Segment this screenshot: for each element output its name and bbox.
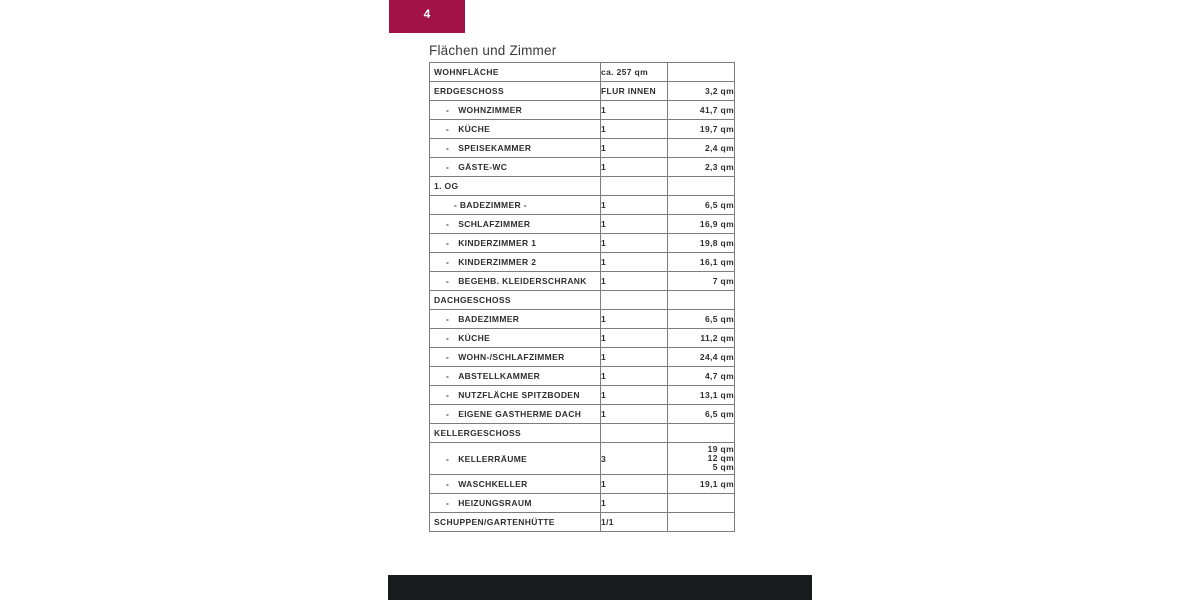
room-cell: [430, 101, 601, 120]
room-name: GÄSTE-WC: [458, 162, 508, 172]
room-name: WOHNZIMMER: [458, 105, 523, 115]
room-name: BADEZIMMER: [458, 314, 520, 324]
room-name: KINDERZIMMER 2: [458, 257, 537, 267]
room-name: KÜCHE: [458, 124, 491, 134]
table-row: [430, 291, 735, 310]
room-name: BEGEHB. KLEIDERSCHRANK: [458, 276, 587, 286]
table-row: [430, 329, 735, 348]
area-cell: 2,3 qm: [668, 158, 735, 177]
area-cell: 13,1 qm: [668, 386, 735, 405]
room-name: KINDERZIMMER 1: [458, 238, 537, 248]
count-cell: 1: [601, 253, 668, 272]
room-cell: [430, 494, 601, 513]
area-cell: [668, 177, 735, 196]
table-row: [430, 424, 735, 443]
table-row: [430, 120, 735, 139]
room-cell: [430, 348, 601, 367]
room-dash: -: [446, 257, 450, 267]
section-cell: SCHUPPEN/GARTENHÜTTE: [430, 513, 601, 532]
room-dash: -: [446, 371, 450, 381]
table-row: [430, 177, 735, 196]
room-cell: [430, 443, 601, 475]
room-dash: -: [446, 314, 450, 324]
count-cell: 1: [601, 158, 668, 177]
room-cell: [430, 234, 601, 253]
table-row: [430, 234, 735, 253]
room-dash: -: [446, 238, 450, 248]
room-name: WOHN-/SCHLAFZIMMER: [458, 352, 565, 362]
section-cell: 1. OG: [430, 177, 601, 196]
room-cell: - BADEZIMMER -: [430, 196, 601, 215]
table-row: [430, 367, 735, 386]
count-cell: [601, 291, 668, 310]
count-cell: 1: [601, 101, 668, 120]
table-row: [430, 82, 735, 101]
table-row: [430, 63, 735, 82]
area-cell: 19,7 qm: [668, 120, 735, 139]
count-cell: 1: [601, 310, 668, 329]
room-cell: [430, 386, 601, 405]
room-name: EIGENE GASTHERME DACH: [458, 409, 582, 419]
room-cell: [430, 272, 601, 291]
table-row: [430, 139, 735, 158]
area-cell: 41,7 qm: [668, 101, 735, 120]
room-dash: -: [446, 498, 450, 508]
room-dash: -: [446, 409, 450, 419]
count-cell: [601, 424, 668, 443]
area-table: [429, 62, 735, 532]
count-cell: 1: [601, 475, 668, 494]
room-cell: [430, 475, 601, 494]
room-cell: [430, 310, 601, 329]
room-name: ABSTELLKAMMER: [458, 371, 541, 381]
room-name: SPEISEKAMMER: [458, 143, 532, 153]
room-name: KELLERRÄUME: [458, 453, 528, 464]
table-row: [430, 386, 735, 405]
room-cell: [430, 139, 601, 158]
section-cell: WOHNFLÄCHE: [430, 63, 601, 82]
count-cell: 1: [601, 367, 668, 386]
area-line: 12 qm: [707, 453, 734, 463]
table-row: [430, 196, 735, 215]
room-dash: -: [446, 453, 450, 464]
room-cell: [430, 120, 601, 139]
room-cell: [430, 253, 601, 272]
count-cell: 1: [601, 348, 668, 367]
room-dash: -: [446, 105, 450, 115]
room-name: WASCHKELLER: [458, 479, 528, 489]
area-cell: 6,5 qm: [668, 310, 735, 329]
count-cell: 1: [601, 272, 668, 291]
room-name: SCHLAFZIMMER: [458, 219, 531, 229]
table-row: [430, 101, 735, 120]
area-cell: [668, 513, 735, 532]
room-dash: -: [446, 276, 450, 286]
count-cell: 1: [601, 139, 668, 158]
area-cell: 19,8 qm: [668, 234, 735, 253]
room-dash: -: [446, 143, 450, 153]
count-cell: 1: [601, 386, 668, 405]
room-dash: -: [446, 479, 450, 489]
page-number-box: [389, 0, 465, 33]
area-cell: [668, 291, 735, 310]
room-cell: [430, 158, 601, 177]
room-dash: -: [446, 352, 450, 362]
table-row: [430, 494, 735, 513]
area-cell: 24,4 qm: [668, 348, 735, 367]
footer-bar: [388, 575, 812, 600]
area-cell: 11,2 qm: [668, 329, 735, 348]
area-table-body: [430, 63, 735, 532]
page-title: Flächen und Zimmer: [429, 43, 557, 58]
area-cell: 6,5 qm: [668, 196, 735, 215]
area-cell: 7 qm: [668, 272, 735, 291]
room-dash: -: [446, 390, 450, 400]
count-cell: 1: [601, 329, 668, 348]
area-cell: 3,2 qm: [668, 82, 735, 101]
area-cell: 16,1 qm: [668, 253, 735, 272]
table-row: [430, 348, 735, 367]
table-row: [430, 272, 735, 291]
area-cell: [668, 424, 735, 443]
area-line: 5 qm: [712, 462, 734, 472]
area-cell: [668, 494, 735, 513]
room-name: HEIZUNGSRAUM: [458, 498, 532, 508]
section-cell: ERDGESCHOSS: [430, 82, 601, 101]
room-cell: [430, 215, 601, 234]
table-row: [430, 310, 735, 329]
room-cell: [430, 405, 601, 424]
count-cell: 1: [601, 405, 668, 424]
count-cell: FLUR INNEN: [601, 82, 668, 101]
area-cell: 2,4 qm: [668, 139, 735, 158]
room-dash: -: [446, 333, 450, 343]
table-row: [430, 253, 735, 272]
count-cell: 1: [601, 196, 668, 215]
room-dash: -: [446, 162, 450, 172]
room-name: NUTZFLÄCHE SPITZBODEN: [458, 390, 580, 400]
count-cell: [601, 177, 668, 196]
table-row: [430, 443, 735, 475]
page-number: 4: [423, 6, 431, 21]
room-dash: -: [446, 124, 450, 134]
table-row: [430, 513, 735, 532]
room-dash: -: [446, 219, 450, 229]
table-row: [430, 215, 735, 234]
count-cell: 3: [601, 443, 668, 475]
area-cell: [668, 63, 735, 82]
room-cell: [430, 367, 601, 386]
area-cell: 4,7 qm: [668, 367, 735, 386]
table-row: [430, 158, 735, 177]
section-cell: KELLERGESCHOSS: [430, 424, 601, 443]
section-cell: DACHGESCHOSS: [430, 291, 601, 310]
area-cell: [668, 443, 735, 475]
count-cell: ca. 257 qm: [601, 63, 668, 82]
count-cell: 1: [601, 215, 668, 234]
area-cell: 16,9 qm: [668, 215, 735, 234]
room-cell: [430, 329, 601, 348]
area-cell: 19,1 qm: [668, 475, 735, 494]
area-line: 19 qm: [707, 444, 734, 454]
table-row: [430, 475, 735, 494]
count-cell: 1: [601, 120, 668, 139]
count-cell: 1: [601, 234, 668, 253]
count-cell: 1/1: [601, 513, 668, 532]
area-cell: 6,5 qm: [668, 405, 735, 424]
table-row: [430, 405, 735, 424]
room-name: KÜCHE: [458, 333, 491, 343]
count-cell: 1: [601, 494, 668, 513]
